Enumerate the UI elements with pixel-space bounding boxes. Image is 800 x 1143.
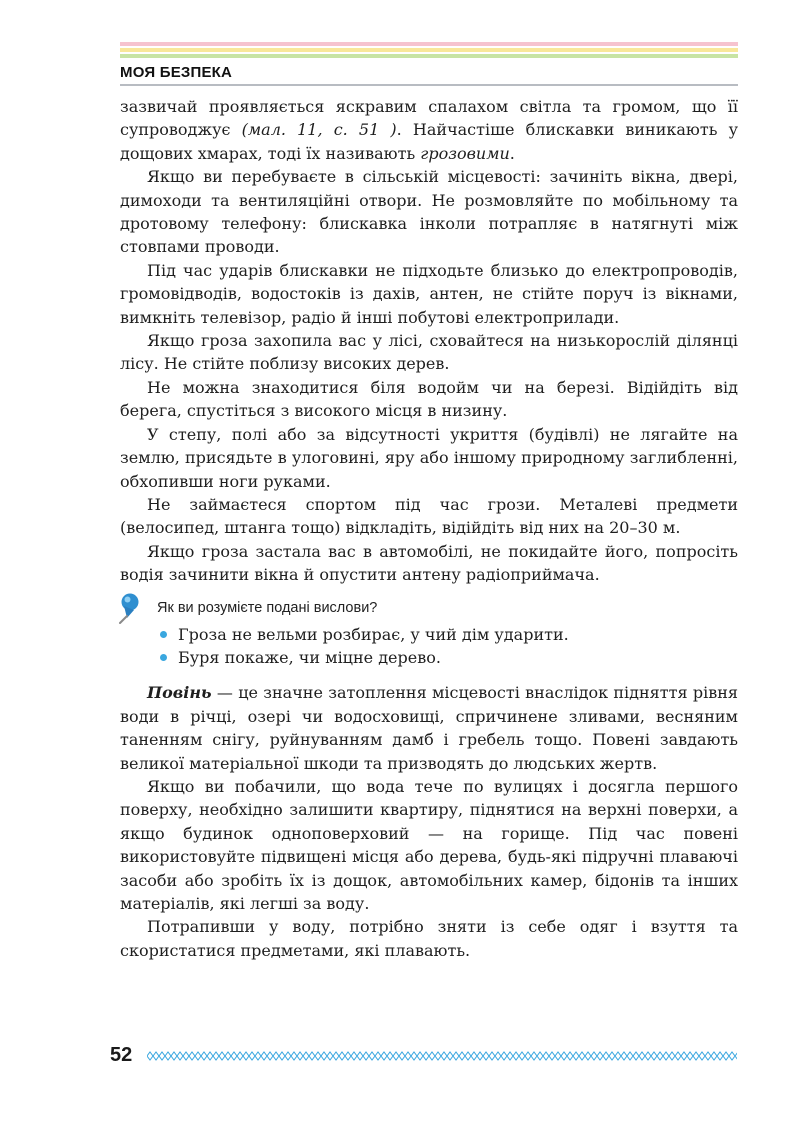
- stripe-yellow: [120, 48, 738, 52]
- page-number: 52: [110, 1044, 133, 1066]
- question-block: [120, 595, 738, 619]
- page-footer: [110, 1044, 740, 1068]
- bullet-dot-icon: [160, 654, 167, 661]
- bullet-dot-icon: [160, 631, 167, 638]
- stripe-green: [120, 54, 738, 58]
- header-stripes: [120, 42, 738, 60]
- list-item: Гроза не вельми розбирає, у чий дім ударити.: [120, 623, 738, 646]
- section-title: МОЯ БЕЗПЕКА: [120, 64, 233, 81]
- paragraph: У степу, полі або за відсутності укриття (будівлі) не лягайте на землю, присядьте в улоговині, яру або іншому природному заглибленні, обхопивши ноги руками.: [120, 424, 738, 491]
- title-divider: [120, 84, 738, 86]
- list-item: Буря покаже, чи міцне дерево.: [120, 646, 738, 669]
- paragraph: Не займаєтеся спортом під час грози. Металеві предмети (велосипед, штанга тощо) відкладіть, відійдіть від них на 20–30 м.: [120, 494, 738, 538]
- stripe-pink: [120, 42, 738, 46]
- paragraph: Якщо гроза застала вас в автомобілі, не покидайте його, попросіть водія зачинити вікна й опустити антену радіоприймача.: [120, 541, 738, 585]
- paragraph: Не можна знаходитися біля водойм чи на березі. Відійдіть від берега, спустіться з високого місця в низину.: [120, 377, 738, 421]
- thunderstorm-paragraphs: [120, 95, 738, 587]
- flood-paragraphs: [120, 681, 738, 962]
- question-prompt: Як ви розумієте подані вислови?: [157, 599, 378, 616]
- term-flood: Повінь: [147, 683, 212, 703]
- paragraph: зазвичай проявляється яскравим спалахом світла та громом, що її супроводжує (мал. 11, с. 51 ). Найчастіше блискавки виникають у дощових хмарах, тоді їх називають грозовими.: [120, 97, 738, 163]
- question-bullets: [120, 623, 738, 670]
- paragraph: Якщо ви перебуваєте в сільській місцевості: зачиніть вікна, двері, димоходи та вентиляційні отвори. Не розмовляйте по мобільному та дротовому телефону: блискавка інколи потрапляє в натягнуті між стовпами проводи.: [120, 167, 738, 257]
- paragraph: Під час ударів блискавки не підходьте близько до електропроводів, громовідводів, водостоків із дахів, антен, не стійте поруч із вікнами, вимкніть телевізор, радіо й інші побутові електроприлади.: [120, 260, 738, 327]
- paragraph: Повінь — це значне затоплення місцевості внаслідок підняття рівня води в річці, озері чи водосховищі, спричинене зливами, весняним таненням снігу, руйнуванням дамб і гребель тощо. Повені завдають великої матеріальної шкоди та призводять до людських жертв.: [120, 683, 738, 773]
- paragraph: Якщо ви побачили, що вода тече по вулицях і досягла першого поверху, необхідно залишити квартиру, піднятися на верхні поверхи, а якщо будинок одноповерховий — на горище. Під час повені використовуйте підвищені місця або дерева, будь-які підручні плаваючі засоби або зробіть їх із дощок, автомобільних камер, бідонів та інших матеріалів, які легші за воду.: [120, 776, 738, 913]
- footer-ornament: [147, 1050, 737, 1062]
- page-content: [120, 95, 738, 962]
- paragraph: Потрапивши у воду, потрібно зняти із себе одяг і взуття та скористатися предметами, які плавають.: [120, 917, 738, 960]
- pushpin-icon: [112, 591, 146, 625]
- paragraph: Якщо гроза захопила вас у лісі, сховайтеся на низькорослій ділянці лісу. Не стійте поблизу високих дерев.: [120, 331, 738, 374]
